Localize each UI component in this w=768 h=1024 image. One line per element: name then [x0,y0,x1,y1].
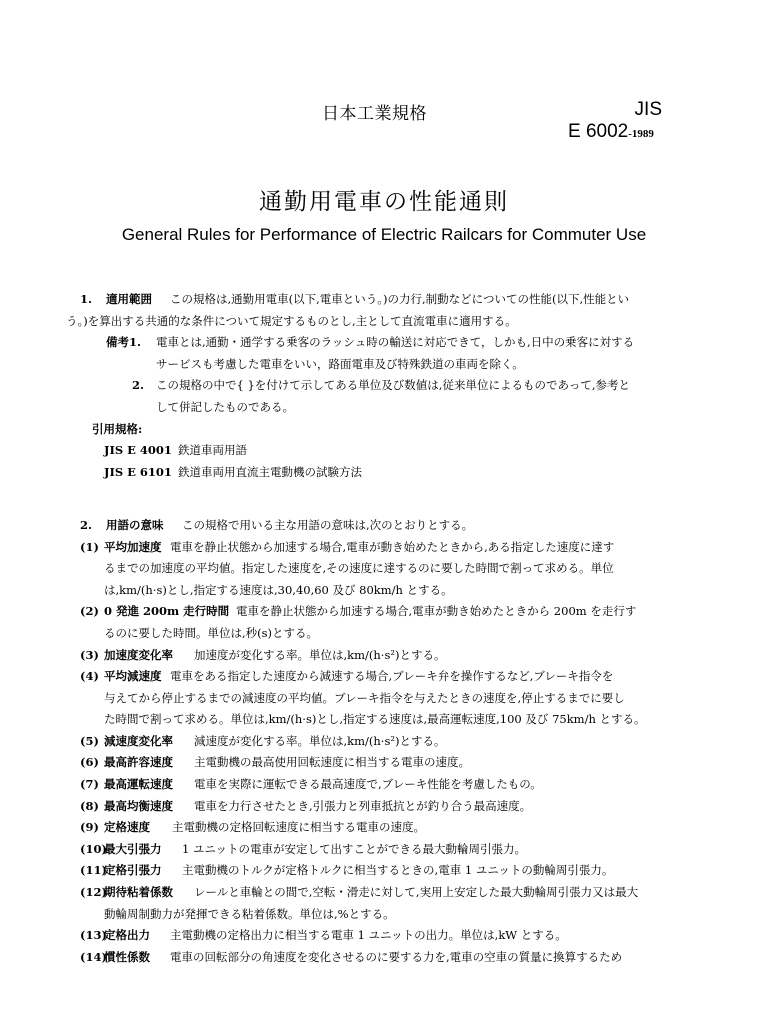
definition-line [66,947,694,969]
definition-text: 主電動機の定格出力に相当する電車 1 ユニットの出力。単位は,kW とする。 [170,928,567,943]
reference-name: 鉄道車両用直流主電動機の試験方法 [178,464,362,479]
definition-text: 主電動機の最高使用回転速度に相当する電車の速度。 [194,755,470,770]
definition-line [66,558,694,580]
definition-text: 主電動機の定格回転速度に相当する電車の速度。 [172,820,425,835]
references-heading: 引用規格: [92,421,143,436]
definition-text: 加速度が変化する率。単位は,km/(h·s²)とする。 [194,647,446,662]
definition-number: (8) [80,798,99,813]
section-2-line [66,515,694,537]
definition-text: 1 ユニットの電車が安定して出すことができる最大動輪周引張力。 [182,841,527,856]
definition-line [66,839,694,861]
definition-line [66,623,694,645]
remark-2-number: 2. [132,378,145,393]
definition-text: 減速度が変化する率。単位は,km/(h·s²)とする。 [194,733,446,748]
definition-line [66,666,694,688]
definition-list [66,537,694,969]
definition-number: (7) [80,777,99,792]
definition-text: 動輪周制動力が発揮できる粘着係数。単位は,%とする。 [104,906,395,921]
section-2-number: 2. [80,517,93,532]
definition-text: 電車をある指定した速度から減速する場合,ブレーキ弁を操作するなど,ブレーキ指令を [170,669,614,684]
definition-text: 電車の回転部分の角速度を変化させるのに要する力を,電車の空車の質量に換算するため [170,949,623,964]
definition-number: (4) [80,669,99,684]
definition-text: た時間で割って求める。単位は,km/(h·s)とし,指定する速度は,最高運転速度,100 及び 75km/h とする。 [104,712,646,727]
remark-2-text: して併記したものである。 [156,399,294,414]
title-english: General Rules for Performance of Electric Railcars for Commuter Use [121,225,647,244]
definition-term: 最高運転速度 [104,777,173,792]
section-1-heading: 適用範囲 [106,292,152,306]
definition-line [66,752,694,774]
definition-number: (1) [80,539,99,554]
code-year: -1989 [628,128,654,140]
definition-term: 平均減速度 [104,669,162,684]
definition-line [66,796,694,818]
definition-line [66,645,694,667]
section-1-text: この規格は,通勤用電車(以下,電車という。)の力行,制動などについての性能(以下,性能とい [170,292,630,306]
definition-number: (10) [80,841,107,856]
definition-number: (2) [80,604,99,619]
definition-line [66,860,694,882]
definition-line [66,925,694,947]
title-japanese: 通勤用電車の性能通則 [259,189,509,215]
definition-text: 与えてから停止するまでの減速度の平均値。ブレーキ指令を与えたときの速度を,停止するまでに要し [104,690,625,705]
standard-code [568,121,654,143]
reference-code: JIS E 6101 [104,464,172,479]
definition-line [66,580,694,602]
section-1-line [66,311,694,333]
jis-label: JIS [634,99,662,120]
definition-line [66,731,694,753]
definition-text: るのに要した時間。単位は,秒(s)とする。 [104,625,319,640]
definition-line [66,709,694,731]
references-heading-line [66,419,694,441]
definition-term: 慣性係数 [104,949,150,964]
definition-term: 定格出力 [104,928,150,943]
definition-number: (13) [80,928,107,943]
definition-term: 定格速度 [104,820,150,835]
definition-number: (5) [80,733,99,748]
definition-text: るまでの加速度の平均値。指定した速度を,その速度に達するのに要した時間で割って求める。単位 [104,561,614,576]
definition-text: 電車を力行させたとき,引張力と列車抵抗とが釣り合う最高速度。 [194,798,532,813]
definition-text: は,km/(h·s)とし,指定する速度は,30,40,60 及び 80km/h とする。 [104,582,453,597]
definition-text: 主電動機のトルクが定格トルクに相当するときの,電車 1 ユニットの動輪周引張力。 [182,863,614,878]
definition-term: 期待粘着係数 [104,885,173,900]
reference-item [66,440,694,462]
section-2-heading: 用語の意味 [106,517,164,532]
remark-2-line [66,375,694,397]
definition-line [66,817,694,839]
definition-number: (14) [80,949,107,964]
section-1-number: 1. [80,292,93,306]
document-body [66,289,694,968]
section-1-line [66,289,694,311]
definition-number: (9) [80,820,99,835]
remark-2-text: この規格の中で{ }を付けて示してある単位及び数値は,従来単位によるものであって,参考と [156,378,630,393]
reference-item [66,462,694,484]
reference-code: JIS E 4001 [104,443,172,458]
code-number: E 6002 [568,121,629,142]
definition-line [66,774,694,796]
section-gap [66,483,694,505]
remark-label: 備考1. [106,335,142,350]
section-2-intro: この規格で用いる主な用語の意味は,次のとおりとする。 [182,517,474,532]
remark-1-text: 電車とは,通勤・通学する乗客のラッシュ時の輸送に対応できて，しかも,日中の乗客に対する [156,335,635,350]
remark-1-text: サービスも考慮した電車をいい，路面電車及び特殊鉄道の車両を除く。 [156,356,524,371]
definition-term: 減速度変化率 [104,733,173,748]
definition-term: 最高均衡速度 [104,798,173,813]
definition-term: 加速度変化率 [104,647,173,662]
definition-number: (3) [80,647,99,662]
standard-org: 日本工業規格 [322,104,427,124]
remark-2-line [66,397,694,419]
definition-text: 電車を実際に運転できる最高速度で,ブレーキ性能を考慮したもの。 [194,777,542,792]
section-1-text: う。)を算出する共通的な条件について規定するものとし,主として直流電車に適用する。 [66,313,517,328]
definition-term: 平均加速度 [104,539,162,554]
definition-line [66,904,694,926]
definition-line [66,688,694,710]
definition-text: 電車を静止状態から加速する場合,電車が動き始めたときから 200m を走行す [236,604,637,619]
definition-term: 最大引張力 [104,841,162,856]
definition-term: 最高許容速度 [104,755,173,770]
section-gap [66,505,694,515]
definition-term: 定格引張力 [104,863,162,878]
definition-number: (12) [80,885,107,900]
definition-number: (11) [80,863,107,878]
definition-line [66,882,694,904]
definition-number: (6) [80,755,99,770]
definition-line [66,537,694,559]
reference-name: 鉄道車両用語 [178,443,247,458]
definition-text: 電車を静止状態から加速する場合,電車が動き始めたときから,ある指定した速度に達す [170,539,615,554]
definition-line [66,601,694,623]
definition-text: レールと車輪との間で,空転・滑走に対して,実用上安定した最大動輪周引張力又は最大 [194,885,639,900]
definition-term: 0 発進 200m 走行時間 [104,604,230,619]
remark-1-line [66,332,694,354]
remark-1-line [66,354,694,376]
